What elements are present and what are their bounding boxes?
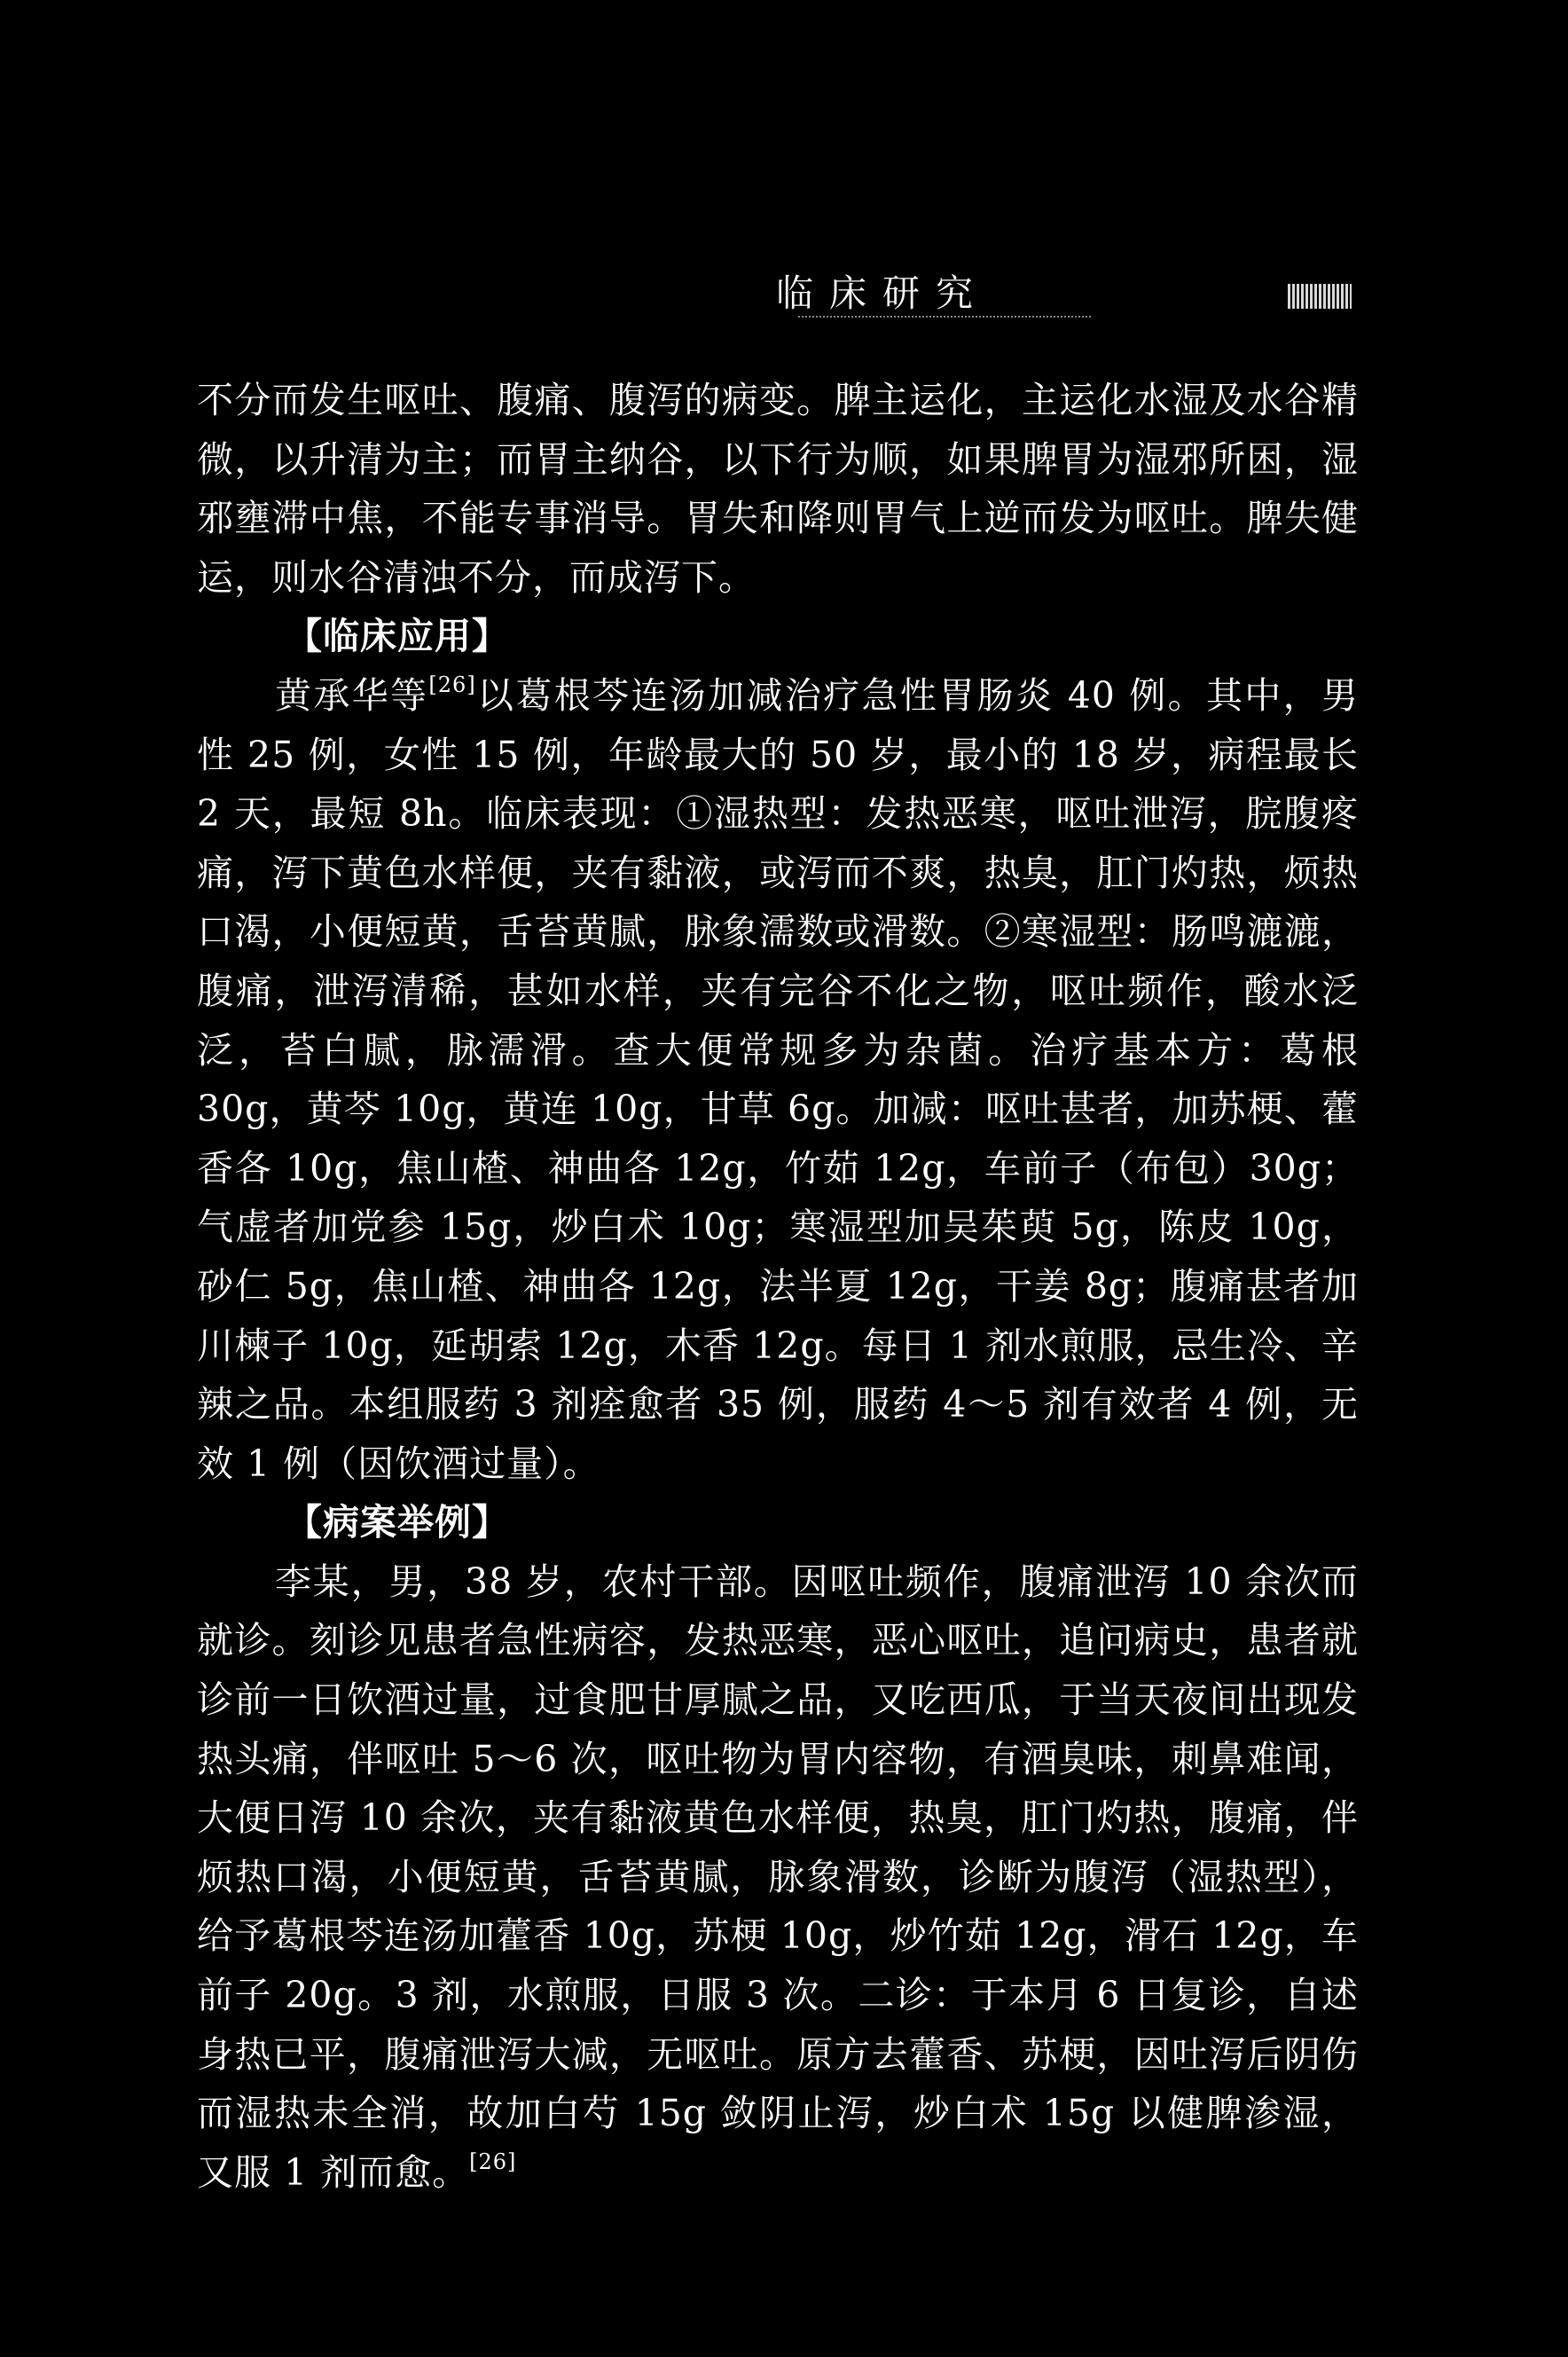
- running-header: [0, 264, 1568, 318]
- paragraph-case-example: [197, 1552, 1359, 2203]
- header-title: 临床研究: [776, 271, 990, 315]
- section-heading-case-example: 【病案举例】: [286, 1501, 509, 1544]
- paragraph-continuation: 不分而发生呕吐、腹痛、腹泻的病变。脾主运化，主运化水湿及水谷精微，以升清为主；而胃主纳谷，以下行为顺，如果脾胃为湿邪所困，湿邪壅滞中焦，不能专事消导。胃失和降则胃气上逆而发为呕吐。脾失健运，则水谷清浊不分，而成泻下。: [197, 379, 1359, 599]
- paragraph-text: 黄承华等: [275, 673, 429, 717]
- page-body: [197, 371, 1359, 2202]
- paragraph-clinical-application: [197, 666, 1359, 1493]
- citation-ref: [26]: [428, 672, 476, 697]
- section-heading-clinical-application: 【临床应用】: [286, 615, 509, 658]
- page-corner-mark: [1288, 284, 1352, 309]
- paragraph-text: 以葛根芩连汤加减治疗急性胃肠炎 40 例。其中，男性 25 例，女性 15 例，年龄最大的 50 岁，最小的 18 岁，病程最长 2 天，最短 8h。临床表现：①湿热型：发热恶寒，呕吐泄泻，脘腹疼痛，泻下黄色水样便，夹有黏液，或泻而不爽，热臭，肛门灼热，烦热口渴，小便短黄，舌苔黄腻，脉象濡数或滑数。②寒湿型：肠鸣漉漉，腹痛，泄泻清稀，甚如水样，夹有完谷不化之物，呕吐频作，酸水泛泛，苔白腻，脉濡滑。查大便常规多为杂菌。治疗基本方：葛根 30g，黄芩 10g，黄连 10g，甘草 6g。加减：呕吐甚者，加苏梗、藿香各 10g，焦山楂、神曲各 12g，竹茹 12g，车前子（布包）30g；气虚者加党参 15g，炒白术 10g；寒湿型加吴茱萸 5g，陈皮 10g，砂仁 5g，焦山楂、神曲各 12g，法半夏 12g，干姜 8g；腹痛甚者加川楝子 10g，延胡索 12g，木香 12g。每日 1 剂水煎服，忌生冷、辛辣之品。本组服药 3 剂痊愈者 35 例，服药 4～5 剂有效者 4 例，无效 1 例（因饮酒过量）。: [197, 673, 1360, 1485]
- header-rule: [798, 316, 1091, 318]
- paragraph-text: 李某，男，38 岁，农村干部。因呕吐频作，腹痛泄泻 10 余次而就诊。刻诊见患者急性病容，发热恶寒，恶心呕吐，追问病史，患者就诊前一日饮酒过量，过食肥甘厚腻之品，又吃西瓜，于当天夜间出现发热头痛，伴呕吐 5～6 次，呕吐物为胃内容物，有酒臭味，刺鼻难闻，大便日泻 10 余次，夹有黏液黄色水样便，热臭，肛门灼热，腹痛，伴烦热口渴，小便短黄，舌苔黄腻，脉象滑数，诊断为腹泻（湿热型），给予葛根芩连汤加藿香 10g，苏梗 10g，炒竹茹 12g，滑石 12g，车前子 20g。3 剂，水煎服，日服 3 次。二诊：于本月 6 日复诊，自述身热已平，腹痛泄泻大减，无呕吐。原方去藿香、苏梗，因吐泻后阴伤而湿热未全消，故加白芍 15g 敛阴止泻，炒白术 15g 以健脾渗湿，又服 1 剂而愈。: [197, 1560, 1359, 2194]
- citation-ref: [26]: [469, 2149, 517, 2174]
